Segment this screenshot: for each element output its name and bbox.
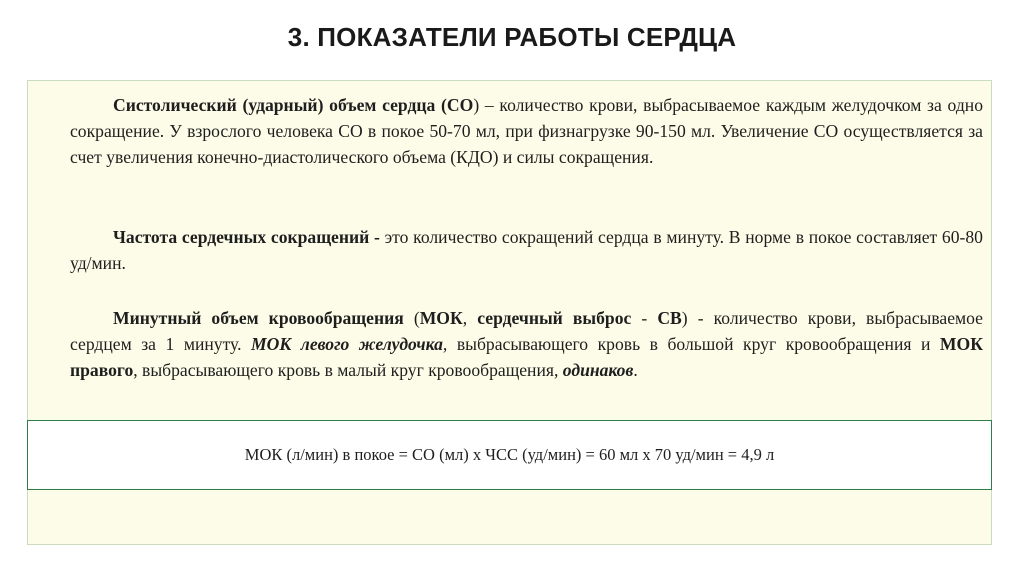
paren-open: ( [403,308,420,328]
dash: - [631,308,658,328]
period: . [633,360,638,380]
paragraph-minute-volume [70,305,983,383]
definition-minute-volume: ) - количество крови, выбрасываемое сердцем за 1 минуту. [70,308,983,354]
definition-heart-rate: это количество сокращений сердца в минуту. В норме в покое составляет 60-80 уд/мин. [70,227,983,273]
term-equal: одинаков [562,360,634,380]
term-mok-right: МОК правого [70,334,983,380]
term-mok-left: МОК левого желудочка [251,334,443,354]
abbr-mok: МОК [419,308,463,328]
paragraph-heart-rate [70,224,983,276]
definition-stroke-volume: – количество крови, выбрасываемое каждым желудочком за одно сокращение. У взрослого человека СО в покое 50-70 мл, при физнагрузке 90-150 мл. Увеличение СО осуществляется за счет увеличения конечно-диастолического объема (КДО) и силы сокращения. [70,95,984,167]
text-pulmonary: , выбрасывающего кровь в малый круг кровообращения, [133,360,563,380]
term-cardiac-output: сердечный выброс [477,308,632,328]
abbr-sv: СВ [657,308,682,328]
paren-close: ) [473,95,480,115]
comma: , [462,308,478,328]
term-minute-volume: Минутный объем кровообращения [113,308,404,328]
term-heart-rate: Частота сердечных сокращений - [113,227,380,247]
slide-title: 3. ПОКАЗАТЕЛИ РАБОТЫ СЕРДЦА [287,22,737,52]
text-systemic: , выбрасывающего кровь в большой круг кровообращения и [442,334,940,354]
paragraph-stroke-volume [70,92,983,170]
formula-text: МОК (л/мин) в покое = СО (мл) х ЧСС (уд/мин) = 60 мл х 70 уд/мин = 4,9 л [244,445,775,464]
term-stroke-volume: Систолический (ударный) объем сердца (СО [113,95,474,115]
formula-box [27,420,992,490]
